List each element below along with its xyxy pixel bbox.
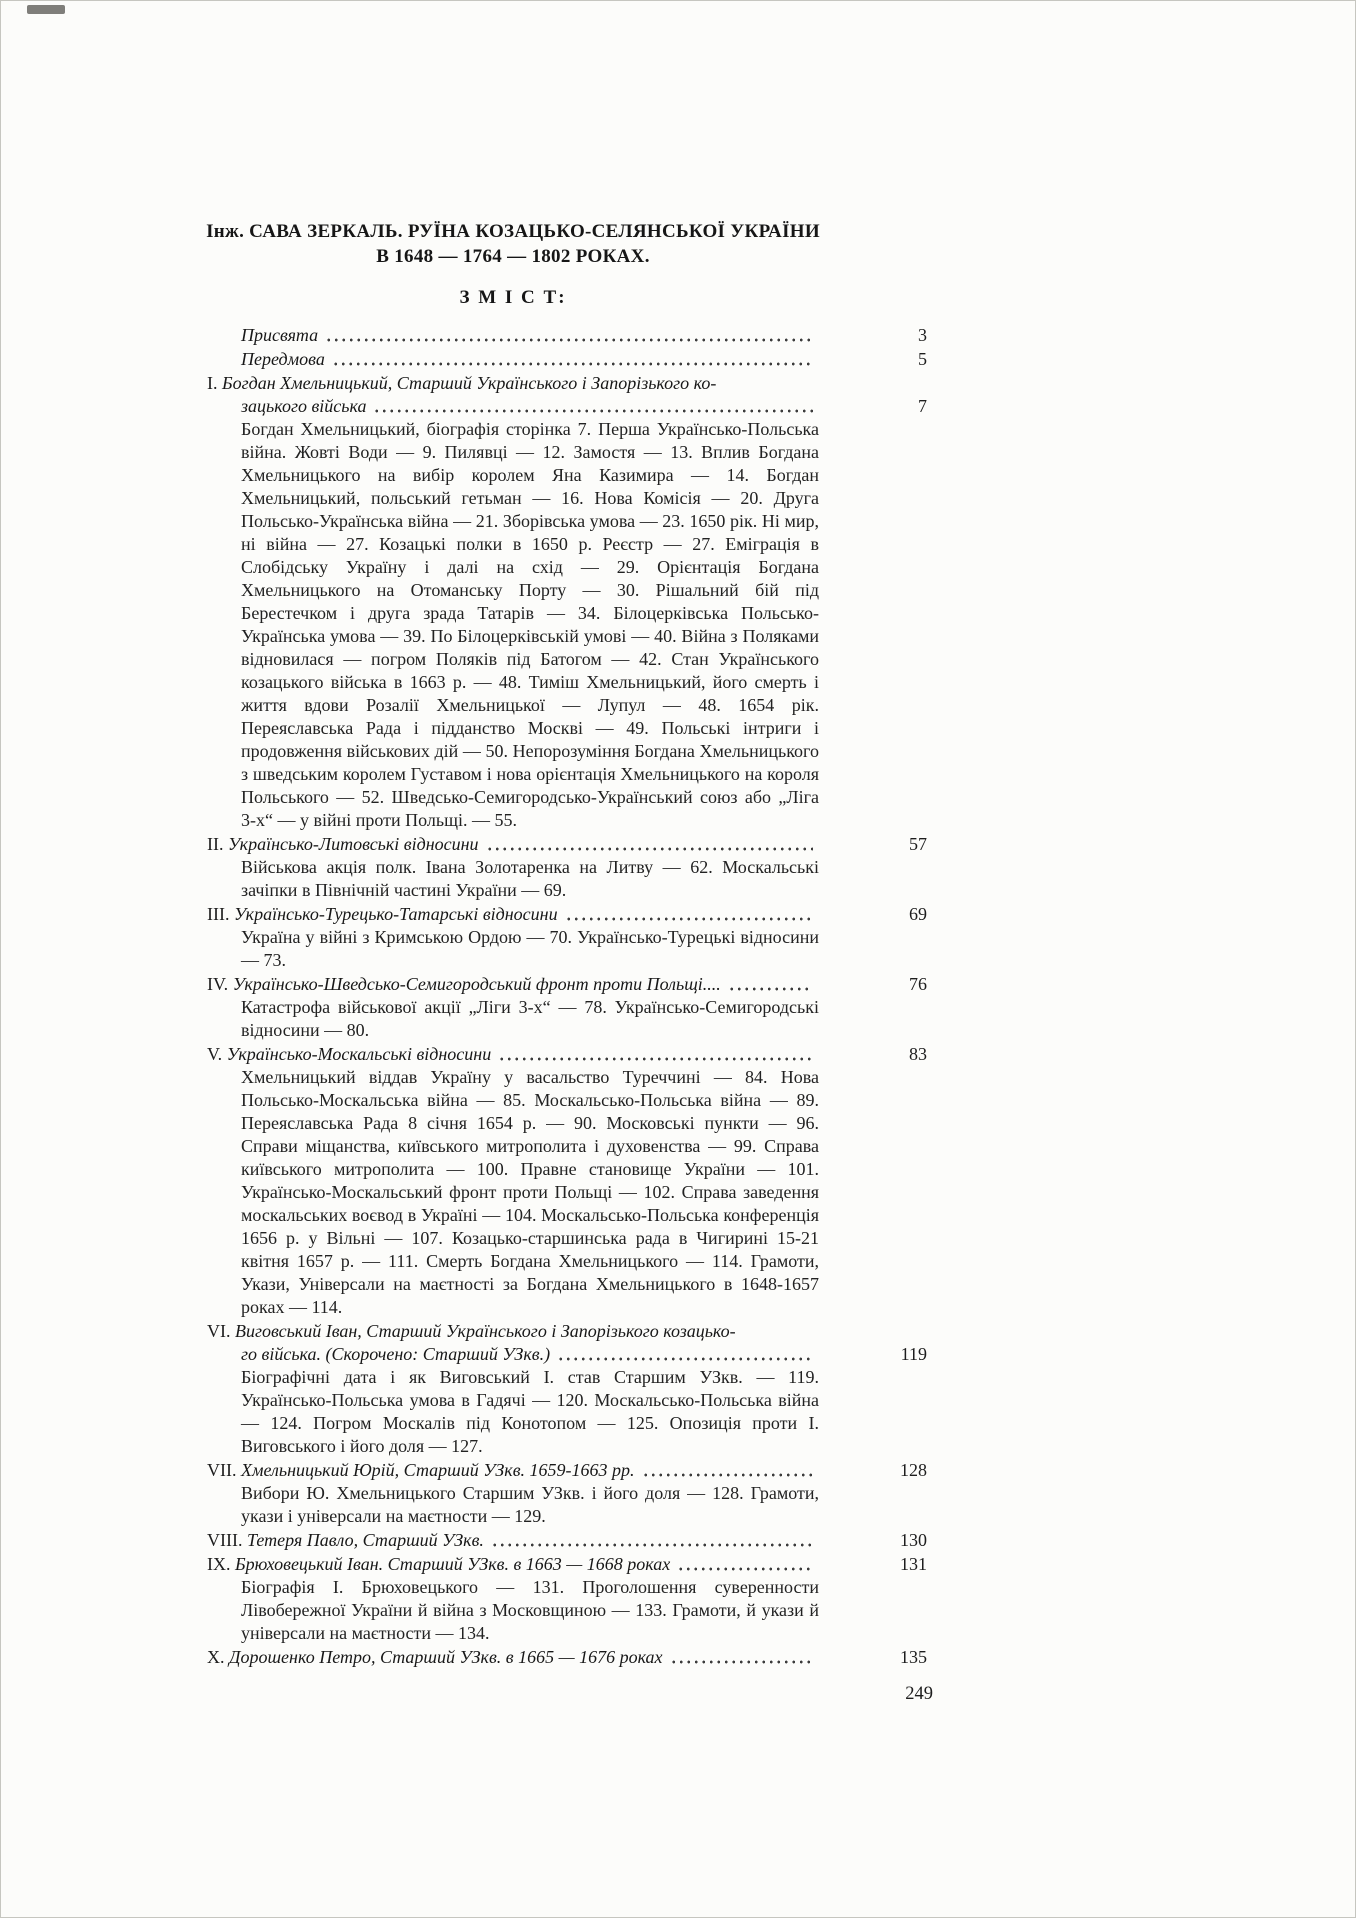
toc-entry-main <box>207 1043 819 1066</box>
leader-dots <box>491 1542 813 1548</box>
leader-dots <box>373 408 813 414</box>
leader-dots <box>557 1356 813 1362</box>
toc-entry-main <box>207 1646 819 1669</box>
toc-page-number: 119 <box>900 1344 927 1364</box>
toc-page-number: 3 <box>918 325 927 345</box>
toc-entry-row <box>207 833 943 856</box>
toc-entry-row <box>207 1529 943 1552</box>
toc-entry-title: Українсько-Москальські відносини <box>226 1044 492 1064</box>
leader-dots <box>486 846 813 852</box>
leader-dots <box>677 1566 813 1572</box>
toc-page-number: 57 <box>909 834 927 854</box>
toc-entry-row <box>207 1343 943 1366</box>
toc-entry <box>207 973 943 1042</box>
toc-entry-description: Україна у війні з Кримською Ордою — 70. Українсько-Турецькі відносини — 73. <box>241 927 819 970</box>
toc-entry <box>207 324 943 347</box>
toc-entry-description: Вибори Ю. Хмельницького Старшим УЗкв. і його доля — 128. Грамоти, укази і універсали на маєтности — 129. <box>241 1483 819 1526</box>
toc-entry-title: Тетеря Павло, Старший УЗкв. <box>246 1530 484 1550</box>
toc-entry <box>207 833 943 902</box>
toc-page-number: 131 <box>900 1554 927 1574</box>
toc-entry-description: Хмельницький віддав Україну у васальство Туреччині — 84. Нова Польсько-Москальська війна — 85. Москальсько-Польська війна — 89. Переяславська Рада 8 січня 1654 р. — 90. Московські пункти — 96. Справи міщанства, київського митрополита і духовенства — 99. Справа київського митрополита — 100. Правне становище України — 101. Українсько-Москальський фронт проти Польщі — 102. Справа заведення москальських воєвод в Україні — 104. Москальсько-Польська конференція 1656 р. у Вільні — 107. Козацько-старшинська рада в Чигирині 15-21 квітня 1657 р. — 111. Смерть Богдана Хмельницького — 114. Грамоти, Укази, Універсали на маєтності за Богдана Хмельницького в 1648-1657 роках — 114. <box>241 1067 819 1317</box>
toc-entry-row <box>207 324 943 347</box>
toc-entry-numeral: III. <box>207 904 234 924</box>
toc-entry-description: Біографія І. Брюховецького — 131. Проголошення суверенности Лівобережної України й війна з Московщиною — 133. Грамоти, й укази й універсали на маєтности — 134. <box>241 1577 819 1643</box>
toc-entry-row <box>207 903 943 926</box>
toc-entry-row <box>207 395 943 418</box>
toc-entry-numeral: I. <box>207 373 222 393</box>
toc-entry-title: Богдан Хмельницький, Старший Українського і Запорізького ко- <box>222 373 717 393</box>
book-title-line1: Інж. САВА ЗЕРКАЛЬ. РУЇНА КОЗАЦЬКО-СЕЛЯНСЬКОЇ УКРАЇНИ <box>206 221 820 242</box>
leader-dots <box>670 1659 813 1665</box>
toc-entry-row <box>207 1646 943 1669</box>
page-content <box>207 219 943 1706</box>
toc-entry-title: Присвята <box>241 325 319 345</box>
toc-entry-numeral: X. <box>207 1647 229 1667</box>
toc-entry <box>207 372 943 832</box>
toc-entry-title: Українсько-Литовські відносини <box>228 834 479 854</box>
toc-list <box>207 324 943 1669</box>
toc-entry-row <box>207 973 943 996</box>
contents-heading: З М І С Т: <box>459 287 567 308</box>
toc-page-number: 130 <box>900 1530 927 1550</box>
toc-entry-description: Військова акція полк. Івана Золотаренка на Литву — 62. Москальські зачіпки в Північній частині України — 69. <box>241 857 819 900</box>
toc-page-number: 128 <box>900 1460 927 1480</box>
toc-entry-numeral: IX. <box>207 1554 235 1574</box>
toc-entry-main <box>207 903 819 926</box>
toc-entry-numeral: VII. <box>207 1460 241 1480</box>
toc-entry-main <box>207 1529 819 1552</box>
toc-entry-title: Українсько-Шведсько-Семигородський фронт проти Польщі.... <box>232 974 721 994</box>
scan-artifact <box>27 5 65 14</box>
leader-dots <box>332 361 813 367</box>
toc-entry-main <box>207 395 819 418</box>
toc-entry-row <box>207 1553 943 1576</box>
toc-entry <box>207 1646 943 1669</box>
toc-entry-title: го війська. (Скорочено: Старший УЗкв.) <box>241 1344 551 1364</box>
toc-entry-title-line <box>207 372 819 395</box>
toc-entry-title: Виговський Іван, Старший Українського і Запорізького козацько- <box>235 1321 736 1341</box>
toc-page-number: 5 <box>918 349 927 369</box>
toc-page-number: 83 <box>909 1044 927 1064</box>
toc-entry-description: Біографічні дата і як Виговський І. став Старшим УЗкв. — 119. Українсько-Польська умова в Гадячі — 120. Москальсько-Польська війна — 124. Погром Москалів під Конотопом — 125. Опозиція проти І. Виговського і його доля — 127. <box>241 1367 819 1456</box>
leader-dots <box>728 986 813 992</box>
toc-entry <box>207 1320 943 1458</box>
toc-entry-title: Українсько-Турецько-Татарські відносини <box>233 904 558 924</box>
toc-page-number: 76 <box>909 974 927 994</box>
toc-page-number: 7 <box>918 396 927 416</box>
toc-entry-main <box>207 973 819 996</box>
toc-entry-row <box>207 348 943 371</box>
toc-entry <box>207 1459 943 1528</box>
leader-dots <box>325 337 813 343</box>
toc-entry-main <box>207 1553 819 1576</box>
toc-entry-row <box>207 1043 943 1066</box>
toc-entry <box>207 1529 943 1552</box>
toc-entry-description: Богдан Хмельницький, біографія сторінка 7. Перша Українсько-Польська війна. Жовті Води — 9. Пилявці — 12. Замостя — 13. Вплив Богдана Хмельницького на вибір королем Яна Казимира — 14. Богдан Хмельницький, польський гетьман — 16. Нова Комісія — 20. Друга Польсько-Українська війна — 21. Зборівська умова — 23. 1650 рік. Ні мир, ні війна — 27. Козацькі полки в 1650 р. Реєстр — 27. Еміграція в Слобідську Україну і далі на схід — 29. Орієнтація Богдана Хмельницького на Отоманську Порту — 30. Рішальний бій під Берестечком і друга зрада Татарів — 34. Білоцерківська Польсько-Українська умова — 39. По Білоцерківській умові — 40. Війна з Поляками відновилася — погром Поляків під Батогом — 42. Стан Українського козацького війська в 1663 р. — 48. Тиміш Хмельницький, його смерть і життя вдови Розалії Хмельницької — Лупул — 48. 1654 рік. Переяславська Рада і підданство Москві — 49. Польські інтриги і продовження військових дій — 50. Непорозуміння Богдана Хмельницького з шведським королем Густавом і нова орієнтація Хмельницького на короля Польського — 52. Шведсько-Семигородсько-Український союз або „Ліга 3-х“ — у війні проти Польщі. — 55. <box>241 419 819 830</box>
toc-entry-numeral: IV. <box>207 974 233 994</box>
toc-entry-numeral: V. <box>207 1044 227 1064</box>
toc-entry-title: зацького війська <box>241 396 367 416</box>
toc-entry-description: Катастрофа військової акції „Ліги 3-х“ — 78. Українсько-Семигородські відносини — 80. <box>241 997 819 1040</box>
page-number-folio: 249 <box>905 1684 933 1704</box>
toc-entry-title: Передмова <box>241 349 325 369</box>
toc-entry-main <box>207 324 819 347</box>
leader-dots <box>498 1056 813 1062</box>
toc-entry <box>207 1043 943 1319</box>
toc-entry <box>207 903 943 972</box>
toc-entry-title: Брюховецький Іван. Старший УЗкв. в 1663 — 1668 роках <box>235 1554 671 1574</box>
toc-entry-main <box>207 833 819 856</box>
toc-page-number: 69 <box>909 904 927 924</box>
toc-entry-main <box>207 1343 819 1366</box>
leader-dots <box>565 916 813 922</box>
book-title <box>207 219 819 269</box>
toc-entry <box>207 1553 943 1645</box>
toc-entry-row <box>207 1459 943 1482</box>
leader-dots <box>642 1472 813 1478</box>
toc-entry-title: Хмельницький Юрій, Старший УЗкв. 1659-1663 рр. <box>241 1460 635 1480</box>
toc-entry-numeral: VIII. <box>207 1530 247 1550</box>
toc-entry-title: Дорошенко Петро, Старший УЗкв. в 1665 — 1676 роках <box>229 1647 663 1667</box>
book-title-line2: В 1648 — 1764 — 1802 РОКАХ. <box>376 246 650 267</box>
toc-entry-numeral: VI. <box>207 1321 235 1341</box>
toc-page-number: 135 <box>900 1647 927 1667</box>
toc-entry <box>207 348 943 371</box>
toc-entry-main <box>207 1459 819 1482</box>
toc-entry-main <box>207 348 819 371</box>
toc-entry-numeral: II. <box>207 834 228 854</box>
toc-entry-title-line <box>207 1320 819 1343</box>
